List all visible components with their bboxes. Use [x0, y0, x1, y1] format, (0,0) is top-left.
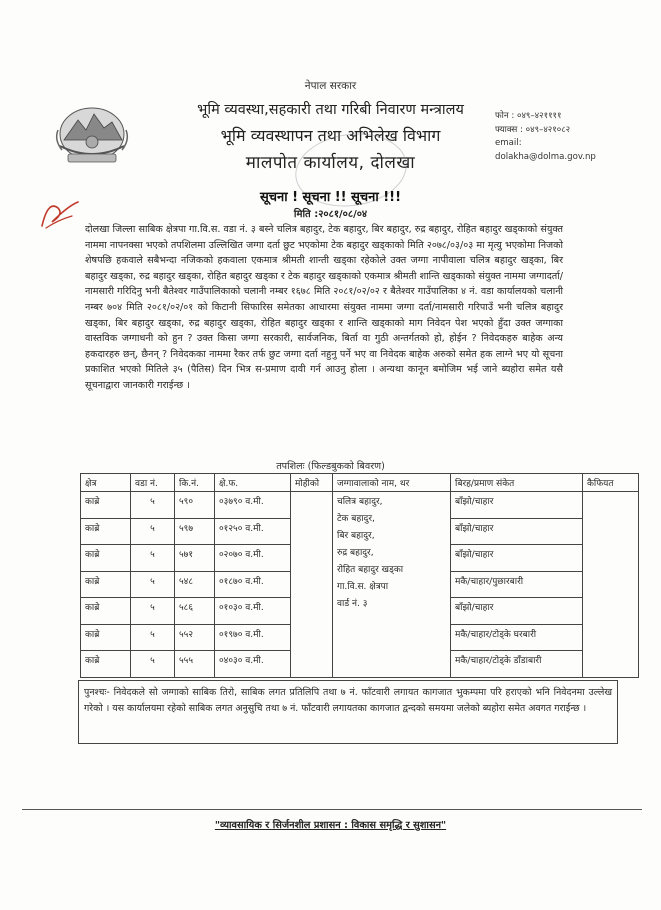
- notice-title: सूचना ! सूचना !! सूचना !!!: [259, 190, 402, 205]
- cell-size: ०१२५० व.मी.: [215, 518, 291, 545]
- footer-divider: [22, 809, 642, 810]
- header-remarks: कैफियत: [583, 474, 639, 492]
- land-details-table: [80, 473, 639, 678]
- owner-line: रुद्र बहादुर,: [337, 548, 374, 558]
- cell-sign: मकै/चाहार/टोड्के डाँडाबारी: [451, 651, 583, 678]
- cell-kitta: ५५५: [175, 651, 215, 678]
- cell-ward: ५: [131, 518, 175, 545]
- header-size: क्षे.फ.: [215, 474, 291, 492]
- cell-size: ०२०७० व.मी.: [215, 545, 291, 572]
- owner-line: टेक बहादुर,: [337, 514, 375, 524]
- cell-sign: मकै/चाहार/टोड्के घरबारी: [451, 624, 583, 651]
- notice-date: मिति :२०८१/०८/०४: [293, 209, 368, 220]
- cell-size: ०३७९० व.मी.: [215, 492, 291, 519]
- department-name: भूमि व्यवस्थापन तथा अभिलेख विभाग: [220, 126, 441, 145]
- cell-area: काब्रे: [81, 545, 131, 572]
- owner-line: बिर बहादुर,: [337, 531, 375, 541]
- government-name: नेपाल सरकार: [304, 80, 357, 92]
- postscript-note: पुनश्चः- निवेदकले सो जग्गाको साबिक तिरो, साबिक लगत प्रतिलिपि तथा ७ नं. फाँटवारी लगायत कागजात भुकम्पमा परि हराएको भनि निवेदनमा उल्लेख गरेको । यस कार्यालयमा रहेको साबिक लगत अनुसुचि तथा ७ नं. फाँटवारी लगायतका कागजात द्वन्दको समयमा जलेको ब्यहोरा समेत अवगत गराईन्छ ।: [78, 680, 618, 744]
- header-tenant: मोहीको: [291, 474, 333, 492]
- phone-number: फोन : ०४९–४२११११: [495, 111, 562, 121]
- header-sign: बिरह/प्रमाण संकेत: [451, 474, 583, 492]
- email-address: dolakha@dolma.gov.np: [495, 151, 596, 162]
- owner-line: रोहित बहादुर खड्का: [337, 565, 404, 575]
- cell-remarks: [583, 492, 639, 678]
- cell-tenant: [291, 492, 333, 678]
- cell-ward: ५: [131, 624, 175, 651]
- office-name: मालपोत कार्यालय, दोलखा: [245, 153, 416, 173]
- table-caption: तपशिलः (फिल्डबुकको बिवरण): [276, 461, 385, 472]
- header-owner: जग्गावालाको नाम, थर: [333, 474, 451, 492]
- cell-ward: ५: [131, 651, 175, 678]
- cell-kitta: ५४८: [175, 571, 215, 598]
- header-ward: वडा नं.: [131, 474, 175, 492]
- cell-size: ०१०३० व.मी.: [215, 598, 291, 625]
- cell-sign: बाँझो/चाहार: [451, 518, 583, 545]
- cell-kitta: ५९०: [175, 492, 215, 519]
- contact-block: [495, 110, 596, 164]
- notice-body: दोलखा जिल्ला साबिक क्षेत्रपा गा.वि.स. वडा नं. ३ बस्ने चलित्र बहादुर, टेक बहादुर, बिर बहादुर, रुद्र बहादुर, रोहित बहादुर खड्काको संयुक्त नाममा नापनक्सा भएको तपशिलमा उल्लिखित जग्गा दर्ता छुट भएकोमा टेक बहादुर खड्काको मिति २०७८/०३/०३ मा मृत्यु भएकोमा निजको शेषपछि हकवाले सबैभन्दा नजिकको हकवाला एकमात्र श्रीमती शान्ती खड्का रहेकोले उक्त जग्गा नापीवाला चलित्र बहादुर खड्का, बिर बहादुर खड्का, रुद्र बहादुर खड्का, रोहित बहादुर खड्का र टेक बहादुर खड्काको एकमात्र श्रीमती शान्ति खड्काको संयुक्त नाममा जग्गादर्ता/नामसारी गरिदिनु भनी बैतेश्वर गाउँपालिकाको चलानी नम्बर १६७८ मिति २०८१/०२/०२ र बैतेश्वर गाउँपालिका ४ नं. वडा कार्यालयको चलानी नम्बर ७०४ मिति २०८१/०२/०१ को किटानी सिफारिस समेतका आधारमा संयुक्त नाममा जग्गा दर्ता/नामसारी गरिपाउँ भनी चलित्र बहादुर खड्का, बिर बहादुर खड्का, रुद्र बहादुर खड्का, रोहित बहादुर खड्का र शान्ति खड्काको माग निवेदन पेश भएको हुँदा उक्त जग्गाका वास्तविक जग्गाधनी को हुन ? उक्त किसा जग्गा सरकारी, सार्वजनिक, बिर्ता वा गुठी अन्तर्गतको हो, होईन ? निवेदकहरु बाहेक अन्य हकदारहरु छन्, छैनन् ? निवेदकका नाममा रैकर तर्फ छुट जग्गा दर्ता नहुनु पर्ने भए वा निवेदक बाहेक अरुको समेत हक लाग्ने भए यो सूचना प्रकाशित भएको मितिले ३५ (पैतिस) दिन भित्र स-प्रमाण दावी गर्न आउनु होला । अन्यथा कानून बमोजिम भई जाने ब्यहोरा समेत यसै सूचनाद्वारा जानकारी गराईन्छ ।: [85, 224, 563, 391]
- header-kitta: कि.नं.: [175, 474, 215, 492]
- owner-line: चलित्र बहादुर,: [337, 497, 383, 507]
- signature-mark-icon: [38, 196, 82, 232]
- table-header-row: [81, 474, 639, 492]
- cell-sign: बाँझो/चाहार: [451, 598, 583, 625]
- email-label: email:: [495, 138, 522, 148]
- owner-line: वार्ड नं. ३: [337, 599, 368, 609]
- cell-owner-names: [333, 492, 451, 678]
- cell-ward: ५: [131, 598, 175, 625]
- cell-area: काब्रे: [81, 492, 131, 519]
- cell-sign: बाँझो/चाहार: [451, 492, 583, 519]
- ministry-name: भूमि व्यवस्था,सहकारी तथा गरिबी निवारण मन्त्रालय: [197, 102, 464, 118]
- header-area: क्षेत्र: [81, 474, 131, 492]
- cell-sign: मकै/चाहार/पुछारबारी: [451, 571, 583, 598]
- fax-number: फ्याक्स : ०४९–४२१०८२: [495, 124, 571, 135]
- table-row: [81, 492, 639, 519]
- owner-line: गा.वि.स. क्षेत्रपा: [337, 582, 389, 592]
- cell-area: काब्रे: [81, 598, 131, 625]
- cell-area: काब्रे: [81, 624, 131, 651]
- cell-ward: ५: [131, 571, 175, 598]
- cell-ward: ५: [131, 545, 175, 572]
- cell-size: ०१९७० व.मी.: [215, 624, 291, 651]
- cell-size: ०४०३० व.मी.: [215, 651, 291, 678]
- cell-kitta: ५७१: [175, 545, 215, 572]
- cell-area: काब्रे: [81, 651, 131, 678]
- cell-kitta: ५९७: [175, 518, 215, 545]
- cell-kitta: ५५२: [175, 624, 215, 651]
- office-motto: "व्यावसायिक र सिर्जनशील प्रशासन : विकास समृद्धि र सुशासन": [214, 820, 447, 831]
- cell-sign: बाँझो/चाहार: [451, 545, 583, 572]
- cell-size: ०१८७० व.मी.: [215, 571, 291, 598]
- cell-kitta: ५८६: [175, 598, 215, 625]
- cell-area: काब्रे: [81, 571, 131, 598]
- cell-area: काब्रे: [81, 518, 131, 545]
- cell-ward: ५: [131, 492, 175, 519]
